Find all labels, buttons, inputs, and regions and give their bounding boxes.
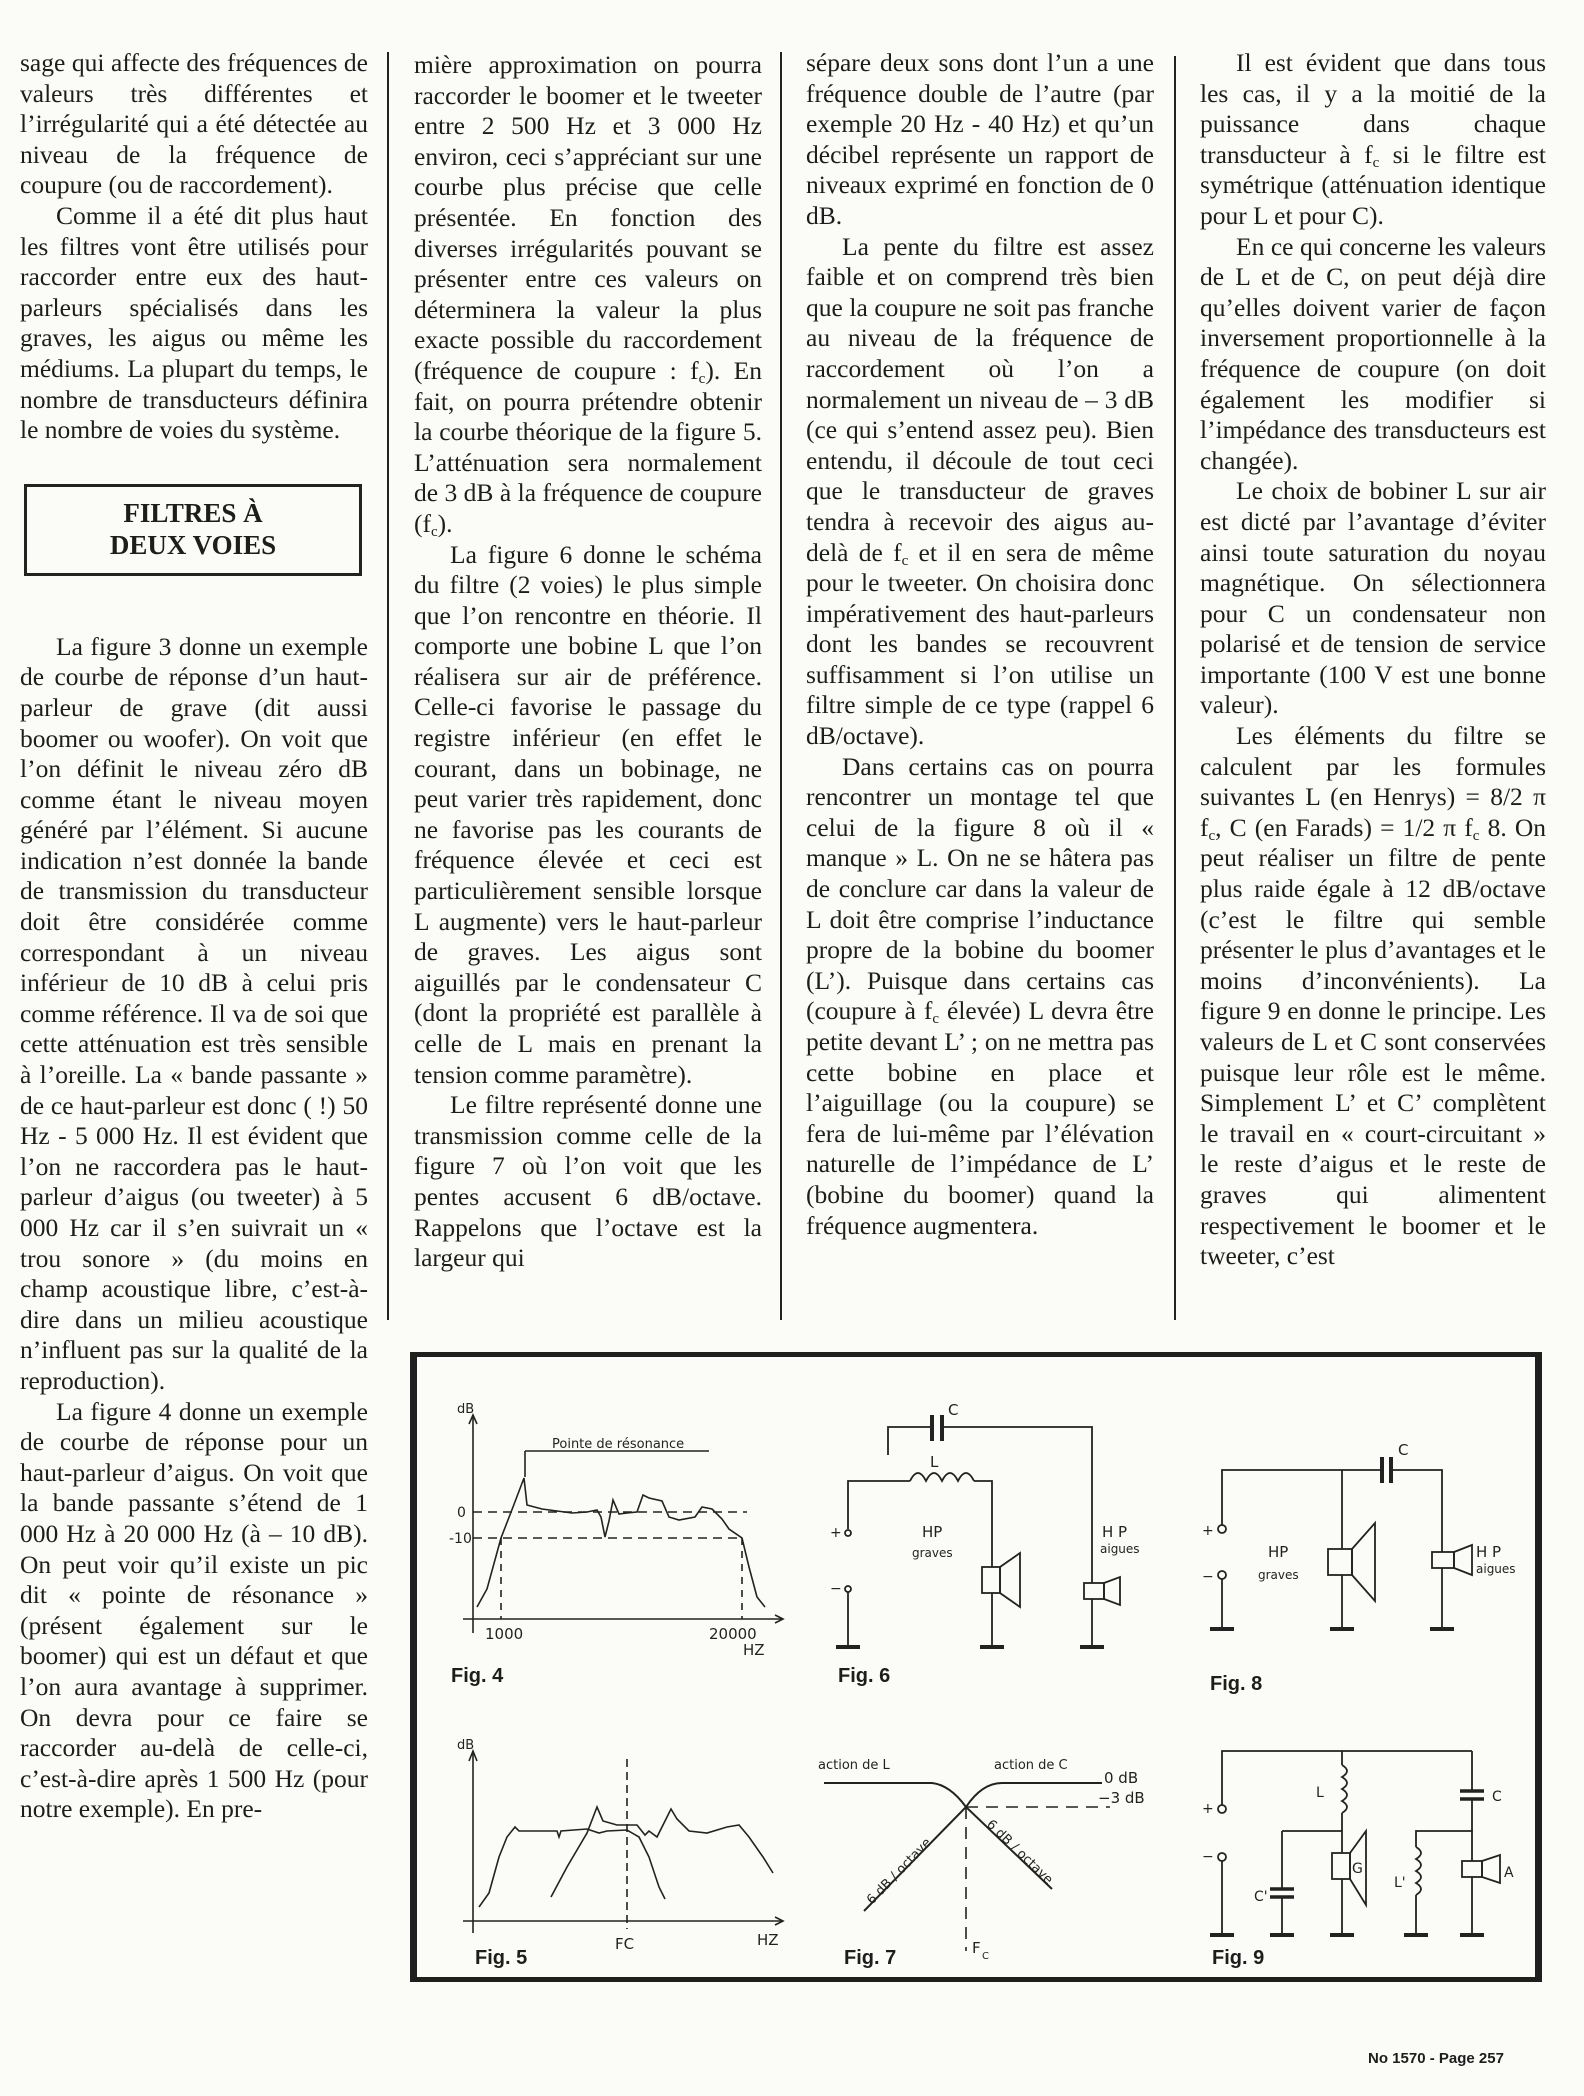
svg-text:H P: H P — [1102, 1523, 1128, 1541]
svg-text:L: L — [1316, 1785, 1324, 1801]
fig6-circuit — [812, 1357, 1172, 1657]
figure-5-response-curves — [427, 1697, 797, 1969]
figure-6-schematic — [812, 1357, 1172, 1687]
svg-text:action de C: action de C — [994, 1758, 1068, 1773]
svg-text:−3 dB: −3 dB — [1098, 1789, 1145, 1807]
column-4 — [1200, 48, 1546, 1272]
svg-text:1000: 1000 — [485, 1625, 524, 1643]
paragraph: La pente du filtre est assez faible et on comprend très bien que la coupure ne soit pas franche au niveau de la fréquence de raccordement où l’on a normalement un niveau de – 3 dB (ce qui s’entend assez peu). Bien entendu, il découle de tout ceci que le transducteur de graves tendra à recevoir des aigus au-delà de $f_c$ et il en sera de même pour le tweeter. On choisira donc impérativement des haut-parleurs dont les bandes se recouvrent suffisamment si l’on utilise un filtre simple de ce type (rappel 6 dB/octave). — [806, 231, 1154, 751]
fig5-caption: Fig. 5 — [475, 1947, 528, 1969]
svg-text:+: + — [1202, 1801, 1214, 1817]
fig6-caption: Fig. 6 — [838, 1665, 891, 1687]
fig9-caption: Fig. 9 — [1212, 1947, 1265, 1969]
section-heading — [24, 484, 362, 576]
fig8-caption: Fig. 8 — [1210, 1673, 1263, 1695]
svg-text:aigues: aigues — [1100, 1542, 1140, 1556]
svg-text:C: C — [1398, 1441, 1409, 1459]
svg-text:HP: HP — [1268, 1543, 1289, 1561]
svg-text:C: C — [948, 1401, 959, 1419]
paragraph: mière approximation on pourra raccorder le boomer et le tweeter entre 2 500 Hz et 3 000 Hz environ, ceci s’appréciant sur une courbe plus précise que celle présentée. En fonction des diverses irrégularités pouvant se présenter entre ces valeurs on déterminera la valeur la plus exacte possible du raccordement (fréquence de coupure : $f_c$). En fait, on pourra prétendre obtenir la courbe théorique de la figure 5. L’atténuation sera normalement de 3 dB à la fréquence de coupure $(f_c)$. — [414, 50, 762, 540]
fig7-caption: Fig. 7 — [844, 1947, 897, 1969]
fig8-circuit — [1182, 1357, 1522, 1657]
heading-line: FILTRES À — [123, 497, 263, 528]
fig9-circuit — [1182, 1721, 1522, 1941]
svg-text:6 dB / octave: 6 dB / octave — [864, 1835, 935, 1908]
svg-text:C: C — [1492, 1789, 1502, 1805]
svg-text:FC: FC — [615, 1935, 635, 1953]
figure-4-response-curve — [427, 1357, 797, 1687]
svg-text:−: − — [1202, 1569, 1214, 1585]
svg-text:graves: graves — [912, 1546, 953, 1560]
svg-text:F: F — [972, 1939, 981, 1957]
paragraph: La figure 6 donne le schéma du filtre (2 voies) le plus simple que l’on rencontre en théorie. Il comporte une bobine L que l’on réalisera sur air de préférence. Celle-ci favorise le passage du registre inférieur (en effet le courant, dans un bobinage, ne peut varier très rapidement, donc ne favorise pas les courants de fréquence élevée et ceci est particulièrement sensible lorsque L augmente) vers le haut-parleur de graves. Les aigus sont aiguillés par le condensateur C (dont la propriété est parallèle à celle de L mais en prenant la tension comme paramètre). — [414, 539, 762, 1089]
column-3 — [806, 48, 1154, 1241]
svg-text:graves: graves — [1258, 1568, 1299, 1582]
svg-text:Pointe de résonance: Pointe de résonance — [552, 1437, 685, 1452]
svg-text:HZ: HZ — [743, 1641, 765, 1659]
svg-text:C': C' — [1254, 1889, 1268, 1905]
heading-line: DEUX VOIES — [109, 529, 277, 560]
svg-text:H P: H P — [1476, 1543, 1502, 1561]
svg-text:20000: 20000 — [709, 1625, 757, 1643]
svg-text:+: + — [1202, 1523, 1214, 1539]
paragraph: Il est évident que dans tous les cas, il y a la moitié de la puissance dans chaque transducteur à $f_c$ si le filtre est symétrique (atténuation identique pour L et pour C). — [1200, 48, 1547, 230]
svg-text:-10: -10 — [449, 1531, 472, 1547]
svg-text:action de L: action de L — [818, 1758, 890, 1773]
fig4-chart — [427, 1357, 797, 1657]
paragraph: En ce qui concerne les valeurs de L et de C, on peut déjà dire qu’elles doivent varier de façon inversement proportionnelle à la fréquence de coupure (on doit également les modifier si l’impédance des transducteurs est changée). — [1200, 231, 1546, 475]
svg-text:−: − — [830, 1581, 842, 1597]
fig5-chart — [427, 1697, 797, 1953]
figures-panel — [410, 1352, 1542, 1982]
column-1 — [20, 48, 368, 1825]
svg-text:aigues: aigues — [1476, 1562, 1516, 1576]
paragraph: Le choix de bobiner L sur air est dicté par l’avantage d’éviter ainsi toute saturation du noyau magnétique. On sélectionnera pour C un condensateur non polarisé et de tension de service importante (100 V est une bonne valeur). — [1200, 476, 1546, 720]
figure-9-schematic — [1182, 1721, 1522, 1969]
svg-text:0 dB: 0 dB — [1104, 1769, 1139, 1787]
paragraph: sage qui affecte des fréquences de valeurs très différentes et l’irrégularité qui a été détectée au niveau de la fréquence de coupure (ou de raccordement). — [20, 48, 368, 200]
svg-text:A: A — [1504, 1865, 1514, 1881]
page-folio: No 1570 - Page 257 — [1368, 2050, 1504, 2067]
paragraph: Dans certains cas on pourra rencontrer un montage tel que celui de la figure 8 où il « manque » L. On ne se hâtera pas de conclure car dans la valeur de L doit être comprise l’inductance propre de la bobine du boomer (L’). Puisque dans certains cas (coupure à $f_c$ élevée) L devra être petite devant L’ ; on ne mettra pas cette bobine en place et l’aiguillage (ou la coupure) se fera de lui-même par l’élévation naturelle de l’impédance de L’ (bobine du boomer) quand la fréquence augmentera. — [806, 751, 1154, 1240]
svg-text:dB: dB — [457, 1402, 475, 1417]
column-rule-1 — [387, 52, 389, 1320]
figure-7-slopes — [802, 1721, 1182, 1969]
svg-text:0: 0 — [457, 1505, 466, 1521]
svg-text:HZ: HZ — [757, 1931, 779, 1949]
svg-text:−: − — [1202, 1849, 1214, 1865]
column-2 — [414, 50, 762, 1274]
svg-text:L': L' — [1394, 1875, 1406, 1891]
svg-text:6 dB / octave: 6 dB / octave — [983, 1817, 1056, 1888]
svg-text:dB: dB — [457, 1738, 475, 1753]
figure-8-schematic — [1182, 1357, 1522, 1695]
paragraph: Le filtre représenté donne une transmission comme celle de la figure 7 où l’on voit que les pentes accusent 6 dB/octave. Rappelons que l’octave est la largeur qui — [414, 1090, 762, 1273]
column-rule-2 — [780, 52, 782, 1320]
svg-text:L: L — [930, 1453, 939, 1471]
fig4-caption: Fig. 4 — [451, 1665, 504, 1687]
paragraph: La figure 3 donne un exemple de courbe de réponse d’un haut-parleur de grave (dit aussi boomer ou woofer). On voit que l’on définit le niveau zéro dB comme étant le niveau moyen généré par l’élément. Si aucune indication n’est donnée la bande de transmission du transducteur doit être considérée comme correspondant à un niveau inférieur de 10 dB à celui pris comme référence. Il va de soi que cette atténuation est très sensible à l’oreille. La « bande passante » de ce haut-parleur est donc ( !) 50 Hz - 5 000 Hz. Il est évident que l’on ne raccordera pas le haut-parleur d’aigus (ou tweeter) à 5 000 Hz car il s’en suivrait un « trou sonore » (du moins en champ acoustique libre, c’est-à-dire dans un milieu acoustique n’influent pas sur la qualité de la reproduction). — [20, 631, 368, 1395]
svg-text:+: + — [830, 1525, 842, 1541]
paragraph: Comme il a été dit plus haut les filtres vont être utilisés pour raccorder entre eux des haut-parleurs spécialisés dans les graves, les aigus ou même les médiums. La plupart du temps, le nombre de transducteurs définira le nombre de voies du système. — [20, 200, 368, 445]
svg-text:G: G — [1352, 1861, 1363, 1877]
paragraph: Les éléments du filtre se calculent par les formules suivantes L (en Henrys) = 8/2 π $f_c$, C (en Farads) = 1/2 π $f_c$ 8. On peut réaliser un filtre de pente plus raide égale à 12 dB/octave (c’est le filtre qui semble présenter le plus d’avantages et le moins d’inconvénients). La figure 9 en donne le principe. Les valeurs de L et C sont conservées puisque leur rôle est le même. Simplement L’ et C’ complètent le travail en « court-circuitant » le reste d’aigus et le reste de graves qui alimentent respectivement le boomer et le tweeter, c’est — [1200, 721, 1546, 1271]
svg-text:HP: HP — [922, 1523, 943, 1541]
paragraph: La figure 4 donne un exemple de courbe de réponse pour un haut-parleur d’aigus. On voit que la bande passante s’étend de 1 000 Hz à 20 000 Hz (à – 10 dB). On peut voir qu’il existe un pic dit « pointe de résonance » (présent également sur le boomer) qui est un défaut et que l’on aura avantage à supprimer. On devra pour ce faire se raccorder au-delà de celle-ci, c’est-à-dire après 1 500 Hz (pour notre exemple). En pre- — [20, 1396, 368, 1824]
svg-text:C: C — [982, 1951, 989, 1962]
column-rule-3 — [1174, 56, 1176, 1320]
paragraph: sépare deux sons dont l’un a une fréquence double de l’autre (par exemple 20 Hz - 40 Hz) et qu’un décibel représente un rapport de niveaux exprimé en fonction de 0 dB. — [806, 48, 1154, 230]
